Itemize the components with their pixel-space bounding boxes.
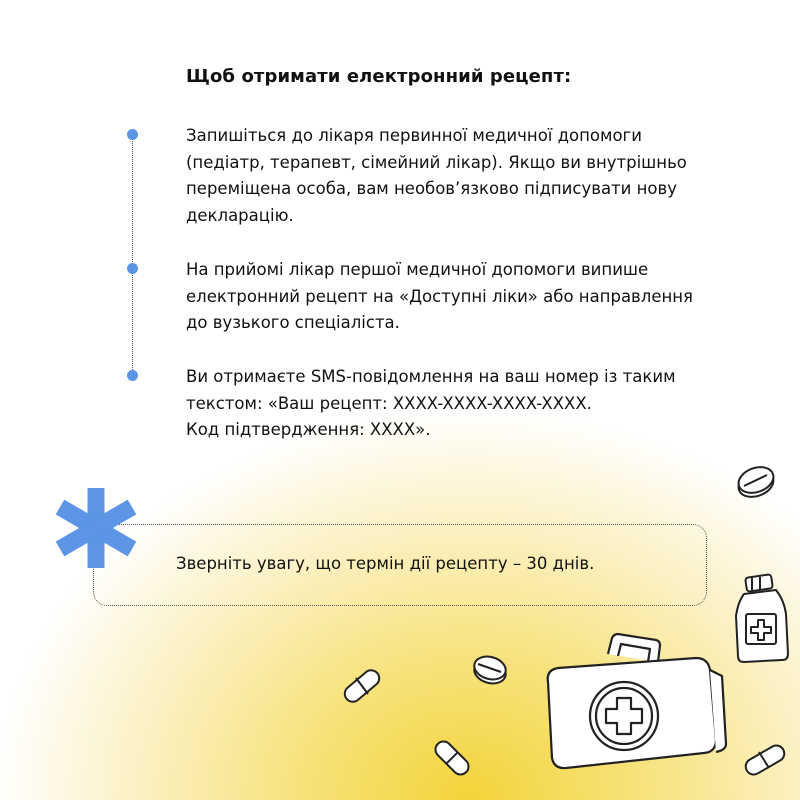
step-line: текстом: «Ваш рецепт: XXXX-XXXX-XXXX-XXXX. [186,393,592,413]
medicine-bottle-icon [730,572,792,664]
step-line: до вузького спеціаліста. [186,313,400,332]
step-line: На прийомі лікар першої медичної допомоги випише [186,260,649,279]
note-text: Зверніть увагу, що термін дії рецепту – 30 днів. [176,554,595,573]
timeline-dot [127,263,138,274]
timeline-line [132,136,133,376]
capsule-icon [340,665,384,707]
pill-tablet-icon [470,652,510,688]
step-line: Код підтвердження: XXXX». [186,420,431,439]
step-line: декларацію. [186,205,294,225]
step-line: електронний рецепт на «Доступні ліки» або направлення [186,286,693,306]
step-line: Запишіться до лікаря первинної медичної допомоги [186,126,642,145]
step-line: переміщена особа, вам необов’язково підписувати нову [186,179,678,198]
step-line: Ви отримаєте SMS-повідомлення на ваш номер із таким [186,367,676,386]
step-1 [186,123,746,229]
timeline-dot [127,129,138,140]
asterisk-icon [48,480,144,576]
capsule-icon [430,736,474,780]
first-aid-kit-icon [538,632,728,774]
step-2 [186,257,746,337]
pill-tablet-icon [733,462,779,502]
capsule-icon [740,740,790,780]
step-3 [186,364,746,444]
step-line: (педіатр, терапевт, сімейний лікар). Якщо ви внутрішньо [186,152,687,172]
timeline-dot [127,370,138,381]
page-title: Щоб отримати електронний рецепт: [186,66,572,87]
